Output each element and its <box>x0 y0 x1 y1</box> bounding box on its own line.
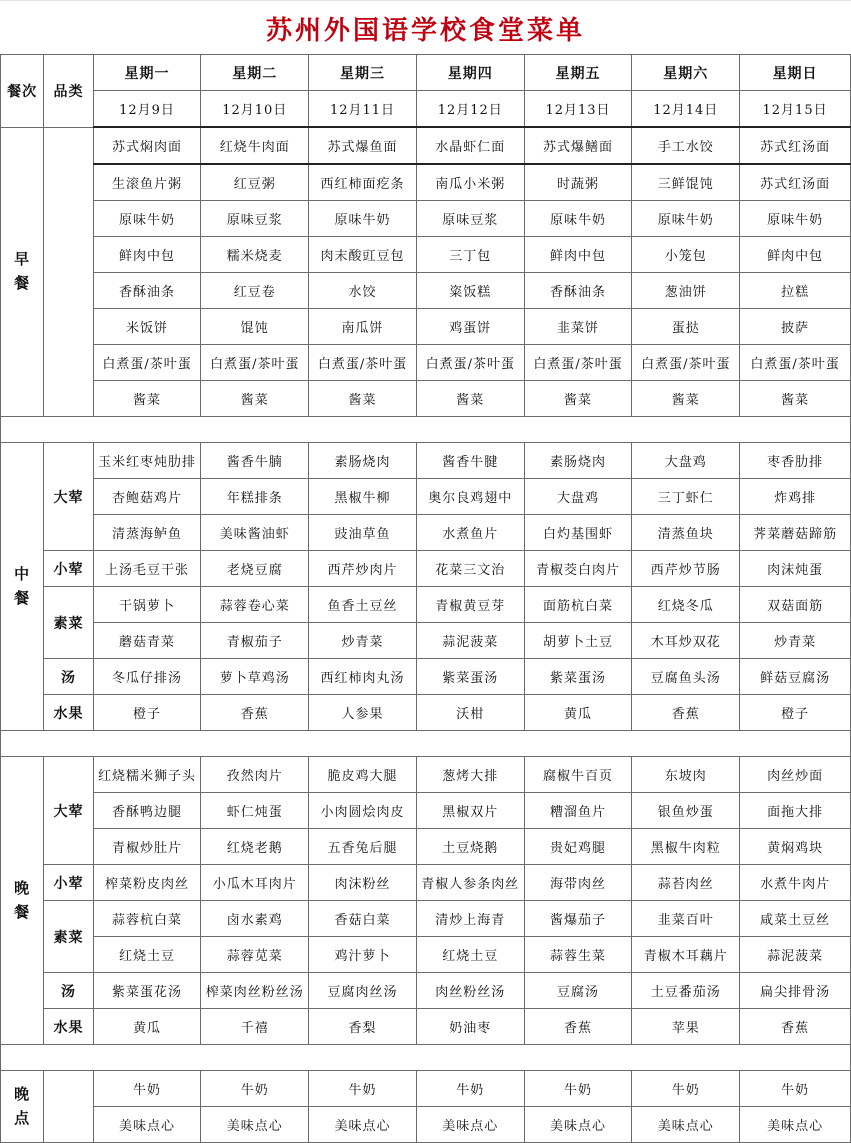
breakfast-row <box>1 164 851 201</box>
dish-cell: 糯米烧麦 <box>201 237 309 273</box>
dish-cell: 牛奶 <box>93 1071 201 1107</box>
dish-cell: 大盘鸡 <box>524 479 632 515</box>
dish-cell: 白灼基围虾 <box>524 515 632 551</box>
meal-label <box>1 757 44 1045</box>
snack-row <box>1 1071 851 1107</box>
dish-cell: 白煮蛋/茶叶蛋 <box>632 345 740 381</box>
dish-cell: 小瓜木耳肉片 <box>201 865 309 901</box>
spacer-cell <box>1 731 851 757</box>
dish-cell: 香梨 <box>309 1009 417 1045</box>
dish-cell: 水晶虾仁面 <box>416 127 524 164</box>
dish-cell: 面筋杭白菜 <box>524 587 632 623</box>
dish-cell: 水饺 <box>309 273 417 309</box>
lunch-row <box>1 695 851 731</box>
dish-cell: 青椒木耳藕片 <box>632 937 740 973</box>
dish-cell: 青椒炒肚片 <box>93 829 201 865</box>
dish-cell: 香酥鸭边腿 <box>93 793 201 829</box>
dish-cell: 西红柿肉丸汤 <box>309 659 417 695</box>
dish-cell: 豆腐肉丝汤 <box>309 973 417 1009</box>
dish-cell: 西芹炒肉片 <box>309 551 417 587</box>
date-header: 12月14日 <box>632 91 740 128</box>
dish-cell: 小肉圆烩肉皮 <box>309 793 417 829</box>
dish-cell: 人参果 <box>309 695 417 731</box>
category-cell: 大荤 <box>44 443 93 551</box>
dish-cell: 香蕉 <box>524 1009 632 1045</box>
meal-label-text: 中餐 <box>14 564 31 607</box>
dish-cell: 千禧 <box>201 1009 309 1045</box>
dish-cell: 榨菜肉丝粉丝汤 <box>201 973 309 1009</box>
meal-label-text: 晚点 <box>14 1084 31 1127</box>
day-header: 星期六 <box>632 55 740 91</box>
dish-cell: 东坡肉 <box>632 757 740 793</box>
dish-cell: 萝卜草鸡汤 <box>201 659 309 695</box>
dish-cell: 酱菜 <box>632 381 740 417</box>
dish-cell: 小笼包 <box>632 237 740 273</box>
day-header: 星期二 <box>201 55 309 91</box>
dish-cell: 酱香牛腱 <box>416 443 524 479</box>
dinner-row <box>1 901 851 937</box>
dish-cell: 红豆粥 <box>201 164 309 201</box>
day-header: 星期三 <box>309 55 417 91</box>
page-title: 苏州外国语学校食堂菜单 <box>0 0 851 55</box>
category-cell: 汤 <box>44 973 93 1009</box>
dish-cell: 美味酱油虾 <box>201 515 309 551</box>
spacer-cell <box>1 1045 851 1071</box>
dish-cell: 黑椒双片 <box>416 793 524 829</box>
dish-cell: 红烧老鹅 <box>201 829 309 865</box>
meal-label-text: 早餐 <box>14 250 31 292</box>
dish-cell: 黄瓜 <box>93 1009 201 1045</box>
dinner-row <box>1 1009 851 1045</box>
dish-cell: 韭菜百叶 <box>632 901 740 937</box>
dish-cell: 炒青菜 <box>740 623 851 659</box>
dish-cell: 土豆烧鹅 <box>416 829 524 865</box>
spacer-cell <box>1 417 851 443</box>
dinner-row <box>1 937 851 973</box>
dish-cell: 肉丝炒面 <box>740 757 851 793</box>
dish-cell: 五香兔后腿 <box>309 829 417 865</box>
spacer-row <box>1 731 851 757</box>
dish-cell: 香酥油条 <box>93 273 201 309</box>
dish-cell: 香酥油条 <box>524 273 632 309</box>
category-cell: 素菜 <box>44 587 93 659</box>
date-header: 12月9日 <box>93 91 201 128</box>
dish-cell: 上汤毛豆干张 <box>93 551 201 587</box>
dish-cell: 牛奶 <box>740 1071 851 1107</box>
dish-cell: 美味点心 <box>416 1107 524 1143</box>
dish-cell: 虾仁炖蛋 <box>201 793 309 829</box>
dish-cell: 白煮蛋/茶叶蛋 <box>93 345 201 381</box>
dish-cell: 水煮鱼片 <box>416 515 524 551</box>
dish-cell: 枣香肋排 <box>740 443 851 479</box>
dish-cell: 荠菜蘑菇蹄筋 <box>740 515 851 551</box>
dish-cell: 牛奶 <box>201 1071 309 1107</box>
dish-cell: 牛奶 <box>309 1071 417 1107</box>
dish-cell: 粢饭糕 <box>416 273 524 309</box>
dish-cell: 老烧豆腐 <box>201 551 309 587</box>
breakfast-row <box>1 127 851 164</box>
dish-cell: 原味牛奶 <box>632 201 740 237</box>
dish-cell: 牛奶 <box>416 1071 524 1107</box>
dish-cell: 红烧冬瓜 <box>632 587 740 623</box>
dish-cell: 酱香牛腩 <box>201 443 309 479</box>
dish-cell: 白煮蛋/茶叶蛋 <box>201 345 309 381</box>
dish-cell: 红豆卷 <box>201 273 309 309</box>
dish-cell: 红烧土豆 <box>93 937 201 973</box>
dish-cell: 韭菜饼 <box>524 309 632 345</box>
dish-cell: 西红柿面疙条 <box>309 164 417 201</box>
dish-cell: 葱烤大排 <box>416 757 524 793</box>
dish-cell: 原味牛奶 <box>740 201 851 237</box>
dish-cell: 鸡汁萝卜 <box>309 937 417 973</box>
dish-cell: 白煮蛋/茶叶蛋 <box>740 345 851 381</box>
dish-cell: 冬瓜仔排汤 <box>93 659 201 695</box>
category-cell: 大荤 <box>44 757 93 865</box>
meal-label <box>1 443 44 731</box>
category-cell: 素菜 <box>44 901 93 973</box>
dish-cell: 披萨 <box>740 309 851 345</box>
dish-cell: 鲜肉中包 <box>524 237 632 273</box>
dish-cell: 紫菜蛋花汤 <box>93 973 201 1009</box>
dish-cell: 香蕉 <box>632 695 740 731</box>
category-cell: 水果 <box>44 695 93 731</box>
dish-cell: 蘑菇青菜 <box>93 623 201 659</box>
dish-cell: 肉沫炖蛋 <box>740 551 851 587</box>
dish-cell: 蒜蓉苋菜 <box>201 937 309 973</box>
dish-cell: 海带肉丝 <box>524 865 632 901</box>
dish-cell: 白煮蛋/茶叶蛋 <box>416 345 524 381</box>
dish-cell: 奶油枣 <box>416 1009 524 1045</box>
lunch-row <box>1 443 851 479</box>
dish-cell: 黑椒牛肉粒 <box>632 829 740 865</box>
dish-cell: 土豆番茄汤 <box>632 973 740 1009</box>
day-header: 星期一 <box>93 55 201 91</box>
date-header: 12月11日 <box>309 91 417 128</box>
dish-cell: 黄瓜 <box>524 695 632 731</box>
dish-cell: 原味牛奶 <box>93 201 201 237</box>
dish-cell: 紫菜蛋汤 <box>524 659 632 695</box>
dish-cell: 鸡蛋饼 <box>416 309 524 345</box>
meal-header: 餐次 <box>1 55 44 128</box>
category-cell-empty <box>44 1071 93 1143</box>
category-cell: 小荤 <box>44 865 93 901</box>
day-header: 星期五 <box>524 55 632 91</box>
dinner-row <box>1 829 851 865</box>
dish-cell: 生滚鱼片粥 <box>93 164 201 201</box>
breakfast-row <box>1 345 851 381</box>
dish-cell: 银鱼炒蛋 <box>632 793 740 829</box>
dish-cell: 三丁包 <box>416 237 524 273</box>
breakfast-row <box>1 309 851 345</box>
dish-cell: 牛奶 <box>524 1071 632 1107</box>
dish-cell: 米饭饼 <box>93 309 201 345</box>
dish-cell: 美味点心 <box>740 1107 851 1143</box>
dish-cell: 苏式爆鱼面 <box>309 127 417 164</box>
dish-cell: 时蔬粥 <box>524 164 632 201</box>
dish-cell: 肉末酸豇豆包 <box>309 237 417 273</box>
dish-cell: 肉丝粉丝汤 <box>416 973 524 1009</box>
dish-cell: 葱油饼 <box>632 273 740 309</box>
dish-cell: 原味豆浆 <box>416 201 524 237</box>
dish-cell: 脆皮鸡大腿 <box>309 757 417 793</box>
dish-cell: 蒜泥菠菜 <box>740 937 851 973</box>
dish-cell: 肉沫粉丝 <box>309 865 417 901</box>
date-header: 12月13日 <box>524 91 632 128</box>
dish-cell: 三鲜馄饨 <box>632 164 740 201</box>
meal-label <box>1 127 44 417</box>
dish-cell: 胡萝卜土豆 <box>524 623 632 659</box>
dish-cell: 豆腐鱼头汤 <box>632 659 740 695</box>
dinner-row <box>1 865 851 901</box>
dish-cell: 青椒人参条肉丝 <box>416 865 524 901</box>
header-row-days <box>1 55 851 91</box>
dish-cell: 酱菜 <box>740 381 851 417</box>
dish-cell: 酱菜 <box>309 381 417 417</box>
lunch-row <box>1 515 851 551</box>
spacer-row <box>1 1045 851 1071</box>
dish-cell: 鱼香土豆丝 <box>309 587 417 623</box>
dish-cell: 黄焖鸡块 <box>740 829 851 865</box>
dish-cell: 馄饨 <box>201 309 309 345</box>
dish-cell: 苏式爆鳝面 <box>524 127 632 164</box>
lunch-row <box>1 551 851 587</box>
dish-cell: 腐椒牛百页 <box>524 757 632 793</box>
dish-cell: 酱菜 <box>93 381 201 417</box>
dish-cell: 美味点心 <box>524 1107 632 1143</box>
dish-cell: 豆腐汤 <box>524 973 632 1009</box>
breakfast-row <box>1 201 851 237</box>
header-row-dates <box>1 91 851 128</box>
dish-cell: 干锅萝卜 <box>93 587 201 623</box>
dinner-row <box>1 973 851 1009</box>
category-cell: 小荤 <box>44 551 93 587</box>
dish-cell: 鲜菇豆腐汤 <box>740 659 851 695</box>
dish-cell: 红烧糯米狮子头 <box>93 757 201 793</box>
date-header: 12月10日 <box>201 91 309 128</box>
dish-cell: 糟溜鱼片 <box>524 793 632 829</box>
dish-cell: 卤水素鸡 <box>201 901 309 937</box>
dish-cell: 清炒上海青 <box>416 901 524 937</box>
meal-label <box>1 1071 44 1143</box>
dish-cell: 清蒸海鲈鱼 <box>93 515 201 551</box>
dish-cell: 南瓜小米粥 <box>416 164 524 201</box>
dish-cell: 美味点心 <box>632 1107 740 1143</box>
dish-cell: 牛奶 <box>632 1071 740 1107</box>
menu-table <box>0 54 851 1143</box>
dish-cell: 面拖大排 <box>740 793 851 829</box>
dish-cell: 红烧土豆 <box>416 937 524 973</box>
dish-cell: 水煮牛肉片 <box>740 865 851 901</box>
lunch-row <box>1 623 851 659</box>
dish-cell: 酱爆茄子 <box>524 901 632 937</box>
lunch-row <box>1 587 851 623</box>
day-header: 星期日 <box>740 55 851 91</box>
dish-cell: 苏式红汤面 <box>740 164 851 201</box>
category-cell-empty <box>44 127 93 417</box>
dish-cell: 香蕉 <box>201 695 309 731</box>
dish-cell: 黑椒牛柳 <box>309 479 417 515</box>
category-header: 品类 <box>44 55 93 128</box>
dish-cell: 紫菜蛋汤 <box>416 659 524 695</box>
dish-cell: 原味豆浆 <box>201 201 309 237</box>
dish-cell: 素肠烧肉 <box>524 443 632 479</box>
dish-cell: 木耳炒双花 <box>632 623 740 659</box>
dinner-row <box>1 793 851 829</box>
dish-cell: 花菜三文治 <box>416 551 524 587</box>
dish-cell: 豉油草鱼 <box>309 515 417 551</box>
dish-cell: 白煮蛋/茶叶蛋 <box>309 345 417 381</box>
date-header: 12月12日 <box>416 91 524 128</box>
dish-cell: 玉米红枣炖肋排 <box>93 443 201 479</box>
dish-cell: 鲜肉中包 <box>93 237 201 273</box>
dish-cell: 奥尔良鸡翅中 <box>416 479 524 515</box>
dish-cell: 蒜苔肉丝 <box>632 865 740 901</box>
day-header: 星期四 <box>416 55 524 91</box>
spacer-row <box>1 417 851 443</box>
dish-cell: 原味牛奶 <box>309 201 417 237</box>
dish-cell: 炸鸡排 <box>740 479 851 515</box>
dish-cell: 杏鲍菇鸡片 <box>93 479 201 515</box>
dish-cell: 苹果 <box>632 1009 740 1045</box>
breakfast-row <box>1 237 851 273</box>
dish-cell: 清蒸鱼块 <box>632 515 740 551</box>
dish-cell: 贵妃鸡腿 <box>524 829 632 865</box>
lunch-row <box>1 479 851 515</box>
dish-cell: 双菇面筋 <box>740 587 851 623</box>
dish-cell: 蒜蓉杭白菜 <box>93 901 201 937</box>
dish-cell: 青椒黄豆芽 <box>416 587 524 623</box>
dish-cell: 西芹炒节肠 <box>632 551 740 587</box>
dish-cell: 沃柑 <box>416 695 524 731</box>
dish-cell: 原味牛奶 <box>524 201 632 237</box>
dish-cell: 美味点心 <box>201 1107 309 1143</box>
dish-cell: 孜然肉片 <box>201 757 309 793</box>
dish-cell: 苏式焖肉面 <box>93 127 201 164</box>
category-cell: 汤 <box>44 659 93 695</box>
date-header: 12月15日 <box>740 91 851 128</box>
dish-cell: 蒜泥菠菜 <box>416 623 524 659</box>
breakfast-row <box>1 273 851 309</box>
dish-cell: 蒜蓉生菜 <box>524 937 632 973</box>
dish-cell: 橙子 <box>740 695 851 731</box>
dish-cell: 南瓜饼 <box>309 309 417 345</box>
dish-cell: 拉糕 <box>740 273 851 309</box>
dish-cell: 橙子 <box>93 695 201 731</box>
dish-cell: 青椒茄子 <box>201 623 309 659</box>
dish-cell: 香菇白菜 <box>309 901 417 937</box>
dish-cell: 酱菜 <box>524 381 632 417</box>
lunch-row <box>1 659 851 695</box>
dish-cell: 香蕉 <box>740 1009 851 1045</box>
dish-cell: 美味点心 <box>93 1107 201 1143</box>
dish-cell: 酱菜 <box>201 381 309 417</box>
dinner-row <box>1 757 851 793</box>
dish-cell: 苏式红汤面 <box>740 127 851 164</box>
category-cell: 水果 <box>44 1009 93 1045</box>
dish-cell: 鲜肉中包 <box>740 237 851 273</box>
dish-cell: 青椒茭白肉片 <box>524 551 632 587</box>
dish-cell: 咸菜土豆丝 <box>740 901 851 937</box>
dish-cell: 白煮蛋/茶叶蛋 <box>524 345 632 381</box>
dish-cell: 扁尖排骨汤 <box>740 973 851 1009</box>
dish-cell: 蒜蓉卷心菜 <box>201 587 309 623</box>
meal-label-text: 晚餐 <box>14 878 31 921</box>
dish-cell: 美味点心 <box>309 1107 417 1143</box>
snack-row <box>1 1107 851 1143</box>
dish-cell: 三丁虾仁 <box>632 479 740 515</box>
dish-cell: 手工水饺 <box>632 127 740 164</box>
dish-cell: 蛋挞 <box>632 309 740 345</box>
dish-cell: 炒青菜 <box>309 623 417 659</box>
dish-cell: 榨菜粉皮肉丝 <box>93 865 201 901</box>
dish-cell: 素肠烧肉 <box>309 443 417 479</box>
dish-cell: 大盘鸡 <box>632 443 740 479</box>
dish-cell: 年糕排条 <box>201 479 309 515</box>
dish-cell: 酱菜 <box>416 381 524 417</box>
dish-cell: 红烧牛肉面 <box>201 127 309 164</box>
breakfast-row <box>1 381 851 417</box>
